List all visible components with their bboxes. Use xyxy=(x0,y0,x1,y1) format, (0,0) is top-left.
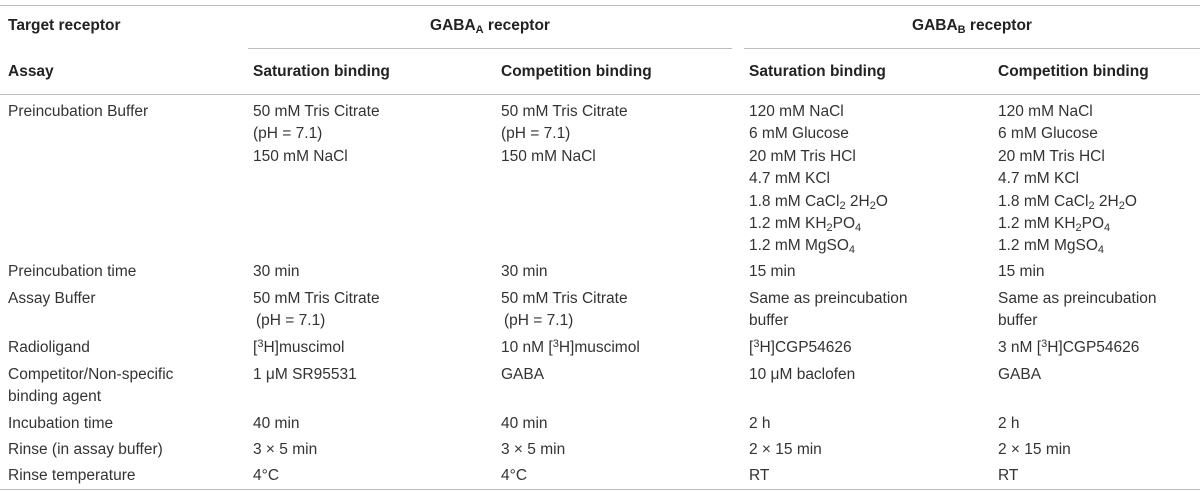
competitor-b-sat: 10 μM baclofen xyxy=(749,366,856,383)
kh2po4-sub: 2 xyxy=(826,222,833,235)
gaba-a-suffix: receptor xyxy=(483,17,550,34)
cacl2-post: O xyxy=(1124,192,1137,210)
buffer-line: 20 mM Tris HCl xyxy=(998,147,1105,165)
rinse-b-sat: 2 × 15 min xyxy=(749,441,822,458)
buffer-line: (pH = 7.1) xyxy=(501,125,571,143)
cacl2-text: 1.8 mM CaCl xyxy=(998,192,1089,210)
preincubation-buffer-b-comp xyxy=(998,101,1137,258)
cacl2-mid: 2H xyxy=(1094,192,1119,210)
assay-buffer-line: Same as preincubation xyxy=(749,290,908,307)
cacl2-mid: 2H xyxy=(845,192,870,210)
preincubation-buffer-a-comp xyxy=(501,101,628,168)
cacl2-text: 1.8 mM CaCl xyxy=(749,192,840,210)
incubation-time-b-comp: 2 h xyxy=(998,415,1020,432)
cacl2-sub2: 2 xyxy=(869,199,876,212)
rinse-temperature-b-comp: RT xyxy=(998,467,1019,484)
rinse-a-comp: 3 × 5 min xyxy=(501,441,566,458)
assay-header: Assay xyxy=(8,63,54,80)
buffer-line-cacl2 xyxy=(998,191,1137,213)
kh2po4-sub2: 4 xyxy=(1104,222,1111,235)
mgso4-sub: 4 xyxy=(848,244,856,257)
radioligand-a-comp xyxy=(501,337,640,359)
kh2po4-mid: PO xyxy=(1081,215,1105,233)
radioligand-post: H]muscimol xyxy=(558,339,640,356)
row-label-preincubation-time: Preincubation time xyxy=(8,263,137,280)
buffer-line-kh2po4 xyxy=(998,213,1137,235)
gaba-a-span-rule xyxy=(248,48,732,49)
buffer-line: (pH = 7.1) xyxy=(253,125,323,143)
kh2po4-sub2: 4 xyxy=(855,222,862,235)
mgso4-sub: 4 xyxy=(1097,244,1105,257)
radioligand-pre: 10 nM [ xyxy=(501,339,553,356)
radioligand-a-sat xyxy=(253,337,344,359)
row-label-incubation-time: Incubation time xyxy=(8,415,114,432)
competitor-a-sat: 1 μM SR95531 xyxy=(253,366,357,383)
incubation-time-b-sat: 2 h xyxy=(749,415,771,432)
cacl2-sub: 2 xyxy=(839,199,846,212)
gaba-a-competition-header: Competition binding xyxy=(501,63,652,80)
rinse-b-comp: 2 × 15 min xyxy=(998,441,1071,458)
competitor-label-line: binding agent xyxy=(8,388,102,406)
buffer-line-cacl2 xyxy=(749,191,888,213)
gaba-a-receptor-header xyxy=(248,15,732,37)
buffer-line: 4.7 mM KCl xyxy=(998,170,1079,188)
radioligand-b-sat xyxy=(749,337,852,359)
radioligand-sup: 3 xyxy=(753,338,760,350)
mgso4-text: 1.2 mM MgSO xyxy=(998,237,1098,255)
row-label-preincubation-buffer: Preincubation Buffer xyxy=(8,103,149,120)
assay-buffer-a-sat xyxy=(253,288,380,333)
buffer-line: 6 mM Glucose xyxy=(998,125,1098,143)
kh2po4-mid: PO xyxy=(832,215,856,233)
row-label-assay-buffer: Assay Buffer xyxy=(8,290,96,307)
radioligand-post: H]CGP54626 xyxy=(1047,339,1140,356)
cacl2-post: O xyxy=(875,192,888,210)
incubation-time-a-comp: 40 min xyxy=(501,415,548,432)
cacl2-sub: 2 xyxy=(1088,199,1095,212)
radioligand-sup: 3 xyxy=(257,338,264,350)
assay-buffer-b-comp xyxy=(998,288,1157,333)
gaba-b-text: GABA xyxy=(912,17,958,34)
assay-buffer-line: 50 mM Tris Citrate xyxy=(501,290,628,307)
preincubation-time-a-comp: 30 min xyxy=(501,263,548,280)
buffer-line: 120 mM NaCl xyxy=(998,103,1093,120)
gaba-a-text: GABA xyxy=(430,17,476,34)
assay-buffer-line: buffer xyxy=(749,312,789,330)
buffer-line: 150 mM NaCl xyxy=(501,147,596,165)
radioligand-post: H]CGP54626 xyxy=(759,339,852,356)
preincubation-buffer-b-sat xyxy=(749,101,888,258)
gaba-a-subscript: A xyxy=(475,24,484,36)
buffer-line-mgso4 xyxy=(749,235,888,257)
assay-buffer-line: (pH = 7.1) xyxy=(256,312,326,330)
competitor-b-comp: GABA xyxy=(998,366,1042,383)
row-label-rinse-temperature: Rinse temperature xyxy=(8,467,136,484)
gaba-b-subscript: B xyxy=(957,24,966,36)
assay-buffer-a-comp xyxy=(501,288,628,333)
competitor-a-comp: GABA xyxy=(501,366,545,383)
radioligand-sup: 3 xyxy=(1041,338,1048,350)
radioligand-pre: 3 nM [ xyxy=(998,339,1042,356)
competitor-label-line: Competitor/Non-specific xyxy=(8,366,174,383)
radioligand-pre: [ xyxy=(253,339,258,356)
row-label-competitor xyxy=(8,364,173,409)
gaba-b-suffix: receptor xyxy=(965,17,1032,34)
preincubation-buffer-a-sat xyxy=(253,101,380,168)
gaba-b-span-rule xyxy=(744,48,1200,49)
buffer-line-kh2po4 xyxy=(749,213,888,235)
radioligand-post: H]muscimol xyxy=(263,339,345,356)
buffer-line: 50 mM Tris Citrate xyxy=(501,103,628,120)
gaba-b-competition-header: Competition binding xyxy=(998,63,1149,80)
gaba-a-saturation-header: Saturation binding xyxy=(253,63,390,80)
gaba-b-receptor-header xyxy=(744,15,1200,37)
header-bottom-rule xyxy=(0,94,1200,95)
top-rule xyxy=(0,5,1200,6)
incubation-time-a-sat: 40 min xyxy=(253,415,300,432)
kh2po4-sub: 2 xyxy=(1075,222,1082,235)
row-label-rinse: Rinse (in assay buffer) xyxy=(8,441,163,458)
preincubation-time-a-sat: 30 min xyxy=(253,263,300,280)
buffer-line: 4.7 mM KCl xyxy=(749,170,830,188)
assay-buffer-line: 50 mM Tris Citrate xyxy=(253,290,380,307)
rinse-a-sat: 3 × 5 min xyxy=(253,441,318,458)
gaba-b-saturation-header: Saturation binding xyxy=(749,63,886,80)
target-receptor-header: Target receptor xyxy=(8,17,121,34)
bottom-rule xyxy=(0,489,1200,490)
preincubation-time-b-comp: 15 min xyxy=(998,263,1045,280)
cacl2-sub2: 2 xyxy=(1118,199,1125,212)
radioligand-b-comp xyxy=(998,337,1139,359)
assay-buffer-line: buffer xyxy=(998,312,1038,330)
rinse-temperature-b-sat: RT xyxy=(749,467,770,484)
buffer-line: 6 mM Glucose xyxy=(749,125,849,143)
rinse-temperature-a-comp: 4°C xyxy=(501,467,528,484)
assay-buffer-line: (pH = 7.1) xyxy=(504,312,574,330)
buffer-line: 120 mM NaCl xyxy=(749,103,844,120)
rinse-temperature-a-sat: 4°C xyxy=(253,467,280,484)
radioligand-sup: 3 xyxy=(552,338,559,350)
assay-buffer-line: Same as preincubation xyxy=(998,290,1157,307)
assay-buffer-b-sat xyxy=(749,288,908,333)
mgso4-text: 1.2 mM MgSO xyxy=(749,237,849,255)
buffer-line: 20 mM Tris HCl xyxy=(749,147,856,165)
radioligand-pre: [ xyxy=(749,339,754,356)
buffer-line-mgso4 xyxy=(998,235,1137,257)
kh2po4-text: 1.2 mM KH xyxy=(749,215,827,233)
kh2po4-text: 1.2 mM KH xyxy=(998,215,1076,233)
preincubation-time-b-sat: 15 min xyxy=(749,263,796,280)
buffer-line: 150 mM NaCl xyxy=(253,147,348,165)
buffer-line: 50 mM Tris Citrate xyxy=(253,103,380,120)
row-label-radioligand: Radioligand xyxy=(8,339,90,356)
